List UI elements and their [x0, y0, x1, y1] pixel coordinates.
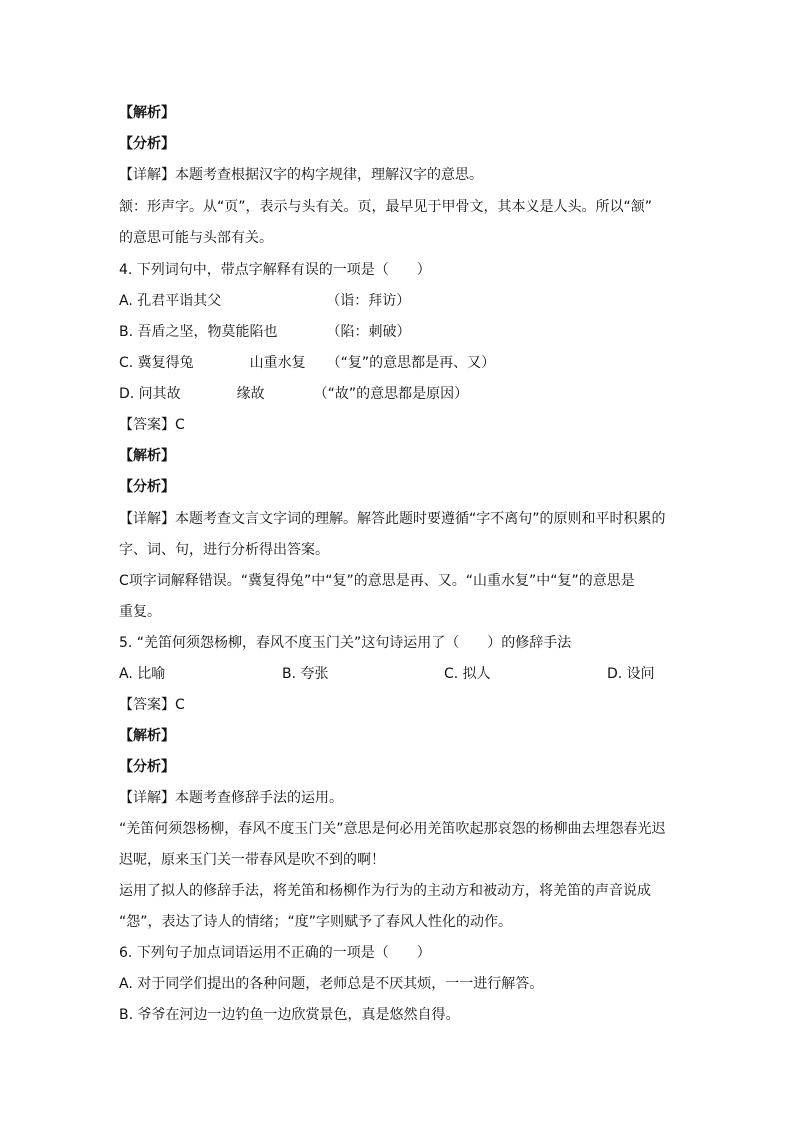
section-label-fenxi: 【分析】	[119, 479, 175, 495]
body-text: 的意思可能与头部有关。	[119, 230, 273, 246]
question-4: 4. 下列词句中，带点字解释有误的一项是（ ）	[119, 262, 431, 278]
section-label-analysis: 【解析】	[119, 105, 175, 121]
detail-text: 【详解】本题考查修辞手法的运用。	[119, 790, 343, 806]
q5-option-b: B. 夸张	[282, 666, 329, 682]
option-a: A. 对于同学们提出的各种问题，老师总是不厌其烦，一一进行解答。	[119, 976, 544, 992]
q5-option-a: A. 比喻	[119, 666, 166, 682]
option-c: C. 冀复得兔 山重水复 （“复”的意思都是再、又）	[119, 355, 496, 371]
q5-option-d: D. 设问	[607, 666, 655, 682]
option-d: D. 问其故 缘故 （“故”的意思都是原因）	[119, 386, 469, 402]
body-text: 运用了拟人的修辞手法，将羌笛和杨柳作为行为的主动方和被动方，将羌笛的声音说成	[119, 883, 651, 899]
body-text: 重复。	[119, 604, 161, 620]
section-label-analysis: 【解析】	[119, 728, 175, 744]
section-label-analysis: 【解析】	[119, 448, 175, 464]
section-label-fenxi: 【分析】	[119, 759, 175, 775]
answer-line: 【答案】C	[119, 697, 185, 713]
body-text: C项字词解释错误。“冀复得兔”中“复”的意思是再、又。“山重水复”中“复”的意思是	[119, 573, 635, 589]
body-text: 颔：形声字。从“页”，表示与头有关。页，最早见于甲骨文，其本义是人头。所以“颔”	[119, 199, 653, 215]
body-text: 迟呢，原来玉门关一带春风是吹不到的啊！	[119, 852, 385, 868]
body-text: “羌笛何须怨杨柳，春风不度玉门关”意思是何必用羌笛吹起那哀怨的杨柳曲去埋怨春光迟	[119, 821, 666, 837]
question-6: 6. 下列句子加点词语运用不正确的一项是（ ）	[119, 945, 431, 961]
body-text: “怨”，表达了诗人的情绪；“度”字则赋予了春风人性化的动作。	[119, 914, 513, 930]
option-a: A. 孔君平诣其父 （诣：拜访）	[119, 293, 411, 309]
detail-text: 【详解】本题考查文言文字词的理解。解答此题时要遵循“字不离句”的原则和平时积累的	[119, 511, 666, 527]
q5-option-c: C. 拟人	[444, 666, 491, 682]
answer-line: 【答案】C	[119, 417, 185, 433]
body-text: 字、词、句，进行分析得出答案。	[119, 542, 329, 558]
question-5: 5. “羌笛何须怨杨柳，春风不度玉门关”这句诗运用了（ ）的修辞手法	[119, 635, 572, 651]
detail-text: 【详解】本题考查根据汉字的构字规律，理解汉字的意思。	[119, 167, 483, 183]
option-b: B. 吾盾之坚，物莫能陷也 （陷：刺破）	[119, 324, 411, 340]
section-label-fenxi: 【分析】	[119, 136, 175, 152]
option-b: B. 爷爷在河边一边钓鱼一边欣赏景色，真是悠然自得。	[119, 1007, 460, 1023]
